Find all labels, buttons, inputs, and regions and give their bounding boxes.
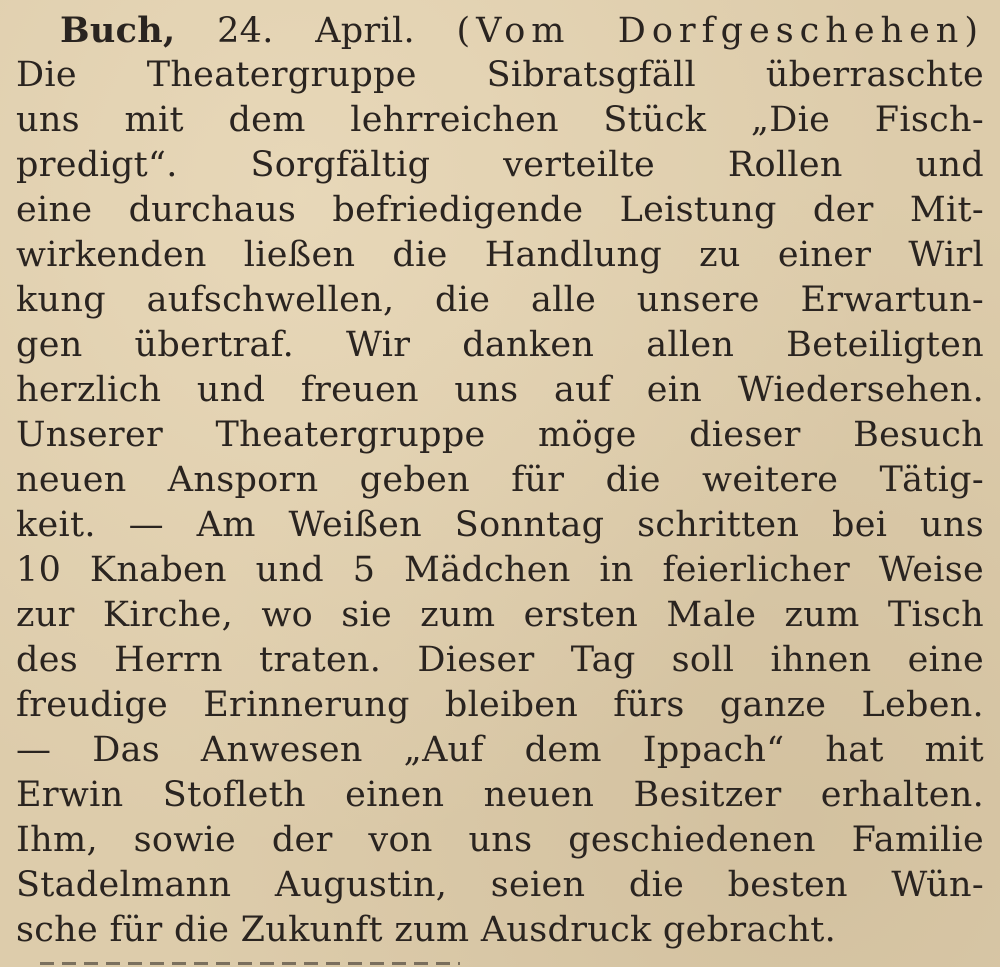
text-line: freudige Erinnerung bleiben fürs ganze Leben.: [16, 685, 984, 725]
text-line: des Herrn traten. Dieser Tag soll ihnen eine: [16, 640, 984, 680]
text-line: predigt“. Sorgfältig verteilte Rollen und: [16, 145, 984, 185]
dateline-place: Buch,: [60, 10, 176, 51]
text-line: Stadelmann Augustin, seien die besten Wün-: [16, 865, 984, 905]
dateline-date: 24. April.: [217, 11, 415, 51]
next-line-cutoff: [40, 958, 460, 967]
text-line: gen übertraf. Wir danken allen Beteiligten: [16, 325, 984, 365]
article-body: [16, 8, 984, 953]
dateline: [16, 8, 984, 53]
text-line: keit. — Am Weißen Sonntag schritten bei uns: [16, 505, 984, 545]
text-line: Unserer Theatergruppe möge dieser Besuch: [16, 415, 984, 455]
text-line: zur Kirche, wo sie zum ersten Male zum Tisch: [16, 595, 984, 635]
text-line: — Das Anwesen „Auf dem Ippach“ hat mit: [16, 730, 984, 770]
text-line: eine durchaus befriedigende Leistung der Mit-: [16, 190, 984, 230]
text-line: 10 Knaben und 5 Mädchen in feierlicher Weise: [16, 550, 984, 590]
text-line: Die Theatergruppe Sibratsgfäll überraschte: [16, 55, 984, 95]
text-line: wirkenden ließen die Handlung zu einer Wirl: [16, 235, 984, 275]
text-line: kung aufschwellen, die alle unsere Erwartun-: [16, 280, 984, 320]
dateline-section: (Vom Dorfgeschehen): [456, 11, 984, 51]
text-line: neuen Ansporn geben für die weitere Tätig-: [16, 460, 984, 500]
text-line: herzlich und freuen uns auf ein Wiedersehen.: [16, 370, 984, 410]
text-line: Ihm, sowie der von uns geschiedenen Familie: [16, 820, 984, 860]
text-line: uns mit dem lehrreichen Stück „Die Fisch-: [16, 100, 984, 140]
text-line-last: sche für die Zukunft zum Ausdruck gebracht.: [16, 910, 837, 950]
text-line: Erwin Stofleth einen neuen Besitzer erhalten.: [16, 775, 984, 815]
